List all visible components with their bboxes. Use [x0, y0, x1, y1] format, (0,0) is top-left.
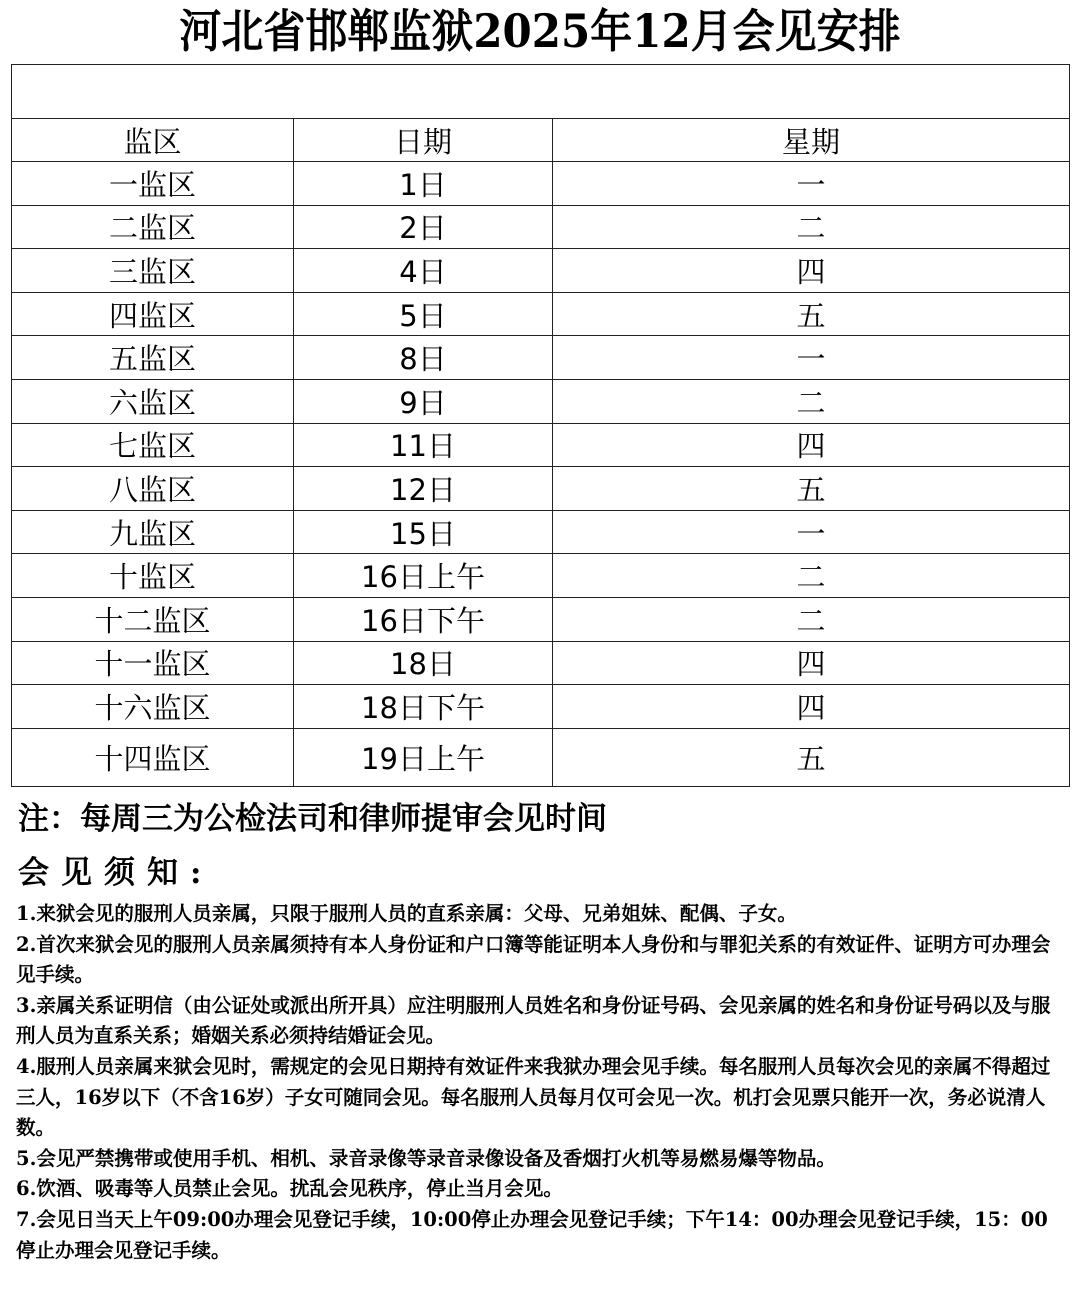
cell-area: 八监区 — [12, 467, 294, 511]
cell-date: 5日 — [294, 292, 553, 336]
cell-area: 十一监区 — [12, 641, 294, 685]
cell-weekday: 四 — [553, 641, 1070, 685]
table-row — [12, 423, 1070, 467]
cell-weekday: 四 — [553, 685, 1070, 729]
rules-heading: 会见须知: — [18, 855, 214, 891]
cell-area: 二监区 — [12, 205, 294, 249]
cell-date: 16日下午 — [294, 597, 553, 641]
cell-weekday: 四 — [553, 249, 1070, 293]
wednesday-note: 注：每周三为公检法司和律师提审会见时间 — [18, 801, 607, 837]
table-row — [12, 510, 1070, 554]
cell-weekday: 一 — [553, 336, 1070, 380]
visit-schedule-table — [11, 64, 1070, 787]
rule-item: 4.服刑人员亲属来狱会见时，需规定的会见日期持有效证件来我狱办理会见手续。每名服刑人员每次会见的亲属不得超过三人，16岁以下（不含16岁）子女可随同会见。每名服刑人员每月仅可会见一次。机打会见票只能开一次，务必说清人数。 — [16, 1054, 1051, 1140]
rule-item: 3.亲属关系证明信（由公证处或派出所开具）应注明服刑人员姓名和身份证号码、会见亲属的姓名和身份证号码以及与服刑人员为直系关系；婚姻关系必须持结婚证会见。 — [16, 993, 1051, 1048]
visit-rules-list — [16, 899, 1066, 1266]
header-row — [12, 119, 1070, 162]
header-area: 监区 — [12, 119, 294, 162]
rule-item: 2.首次来狱会见的服刑人员亲属须持有本人身份证和户口簿等能证明本人身份和与罪犯关系的有效证件、证明方可办理会见手续。 — [16, 932, 1051, 987]
cell-weekday: 五 — [553, 467, 1070, 511]
table-row — [12, 728, 1070, 786]
blank-cell — [12, 65, 1070, 119]
table-row — [12, 379, 1070, 423]
table-row — [12, 162, 1070, 206]
table-row — [12, 249, 1070, 293]
cell-area: 九监区 — [12, 510, 294, 554]
cell-area: 三监区 — [12, 249, 294, 293]
cell-date: 8日 — [294, 336, 553, 380]
blank-row — [12, 65, 1070, 119]
cell-weekday: 四 — [553, 423, 1070, 467]
header-weekday: 星期 — [553, 119, 1070, 162]
cell-date: 15日 — [294, 510, 553, 554]
rule-item: 7.会见日当天上午09:00办理会见登记手续，10:00停止办理会见登记手续；下午14：00办理会见登记手续，15：00停止办理会见登记手续。 — [16, 1207, 1048, 1262]
rule-item: 5.会见严禁携带或使用手机、相机、录音录像等录音录像设备及香烟打火机等易燃易爆等物品。 — [16, 1146, 836, 1170]
rule-item: 6.饮酒、吸毒等人员禁止会见。扰乱会见秩序，停止当月会见。 — [16, 1177, 563, 1201]
cell-date: 18日 — [294, 641, 553, 685]
cell-date: 19日上午 — [294, 728, 553, 786]
cell-date: 18日下午 — [294, 685, 553, 729]
header-date: 日期 — [294, 119, 553, 162]
cell-weekday: 二 — [553, 379, 1070, 423]
table-row — [12, 205, 1070, 249]
table-row — [12, 685, 1070, 729]
table-row — [12, 597, 1070, 641]
cell-date: 16日上午 — [294, 554, 553, 598]
cell-date: 4日 — [294, 249, 553, 293]
table-row — [12, 292, 1070, 336]
cell-date: 9日 — [294, 379, 553, 423]
cell-date: 12日 — [294, 467, 553, 511]
cell-area: 六监区 — [12, 379, 294, 423]
table-row — [12, 554, 1070, 598]
cell-area: 五监区 — [12, 336, 294, 380]
cell-area: 十六监区 — [12, 685, 294, 729]
cell-area: 七监区 — [12, 423, 294, 467]
rule-item: 1.来狱会见的服刑人员亲属，只限于服刑人员的直系亲属：父母、兄弟姐妹、配偶、子女。 — [16, 902, 797, 925]
cell-date: 11日 — [294, 423, 553, 467]
cell-date: 2日 — [294, 205, 553, 249]
cell-area: 十二监区 — [12, 597, 294, 641]
cell-area: 十监区 — [12, 554, 294, 598]
cell-weekday: 一 — [553, 510, 1070, 554]
cell-weekday: 五 — [553, 292, 1070, 336]
cell-weekday: 二 — [553, 554, 1070, 598]
table-row — [12, 336, 1070, 380]
cell-weekday: 一 — [553, 162, 1070, 206]
cell-area: 一监区 — [12, 162, 294, 206]
cell-area: 四监区 — [12, 292, 294, 336]
table-row — [12, 641, 1070, 685]
document-title: 河北省邯郸监狱2025年12月会见安排 — [179, 4, 901, 58]
table-row — [12, 467, 1070, 511]
cell-weekday: 二 — [553, 205, 1070, 249]
cell-weekday: 二 — [553, 597, 1070, 641]
cell-weekday: 五 — [553, 728, 1070, 786]
cell-area: 十四监区 — [12, 728, 294, 786]
cell-date: 1日 — [294, 162, 553, 206]
